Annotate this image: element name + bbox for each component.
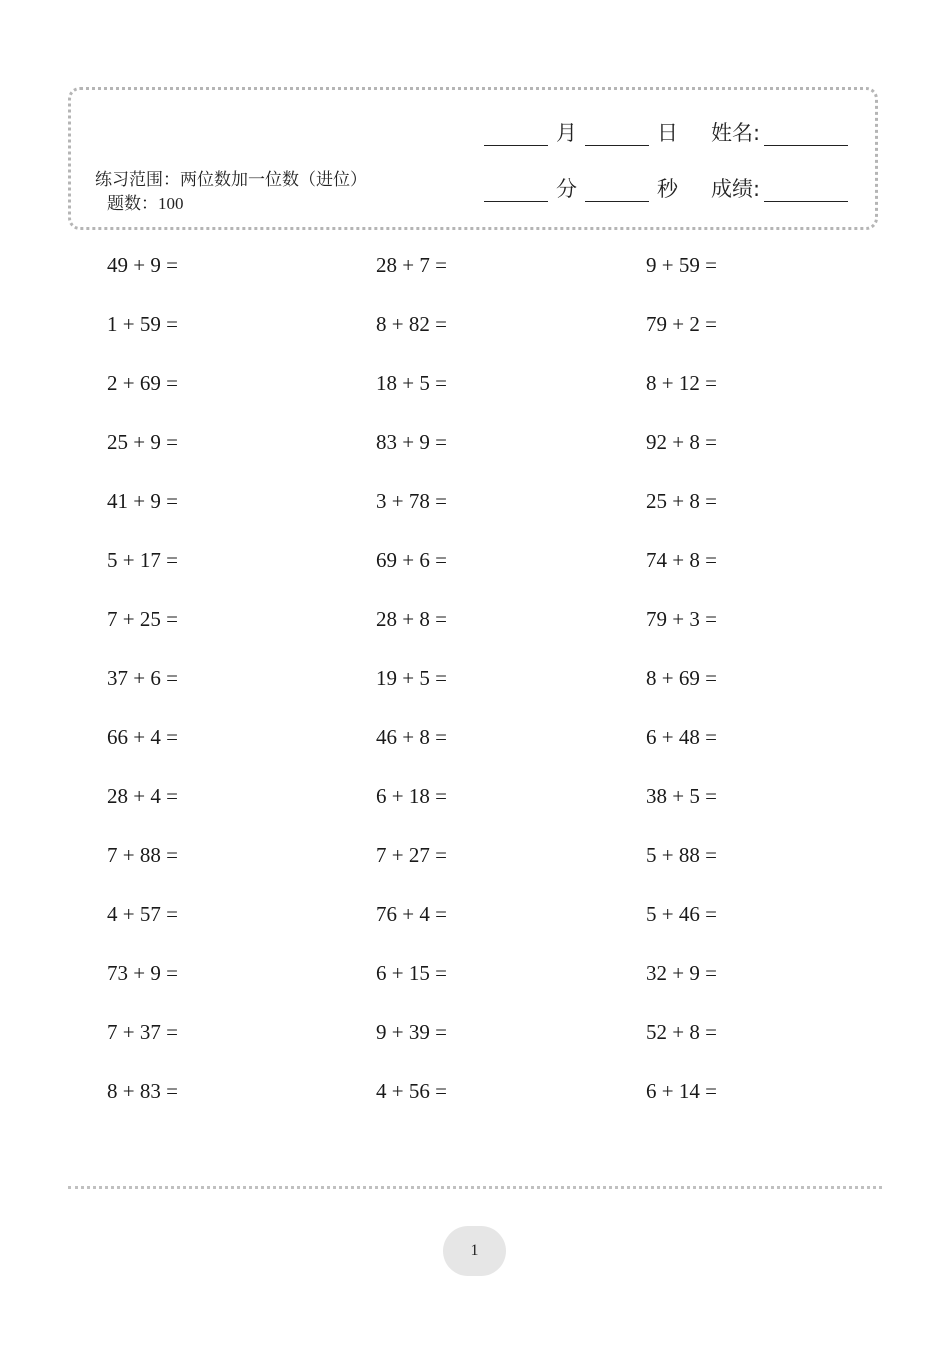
problem-item: 6 + 18 = (376, 784, 447, 808)
problem-item: 4 + 56 = (376, 1079, 447, 1103)
problem-item: 25 + 9 = (107, 430, 178, 454)
problem-item: 8 + 12 = (646, 371, 717, 395)
problem-item: 28 + 7 = (376, 253, 447, 277)
problem-item: 8 + 69 = (646, 666, 717, 690)
name-blank[interactable] (764, 123, 848, 146)
problem-item: 9 + 39 = (376, 1020, 447, 1044)
problem-row (0, 1013, 950, 1072)
problem-row (0, 659, 950, 718)
problem-item: 69 + 6 = (376, 548, 447, 572)
problem-row (0, 954, 950, 1013)
problem-item: 74 + 8 = (646, 548, 717, 572)
problem-item: 18 + 5 = (376, 371, 447, 395)
problem-item: 92 + 8 = (646, 430, 717, 454)
problem-item: 7 + 88 = (107, 843, 178, 867)
problem-grid (0, 246, 950, 1131)
practice-range-info (95, 168, 385, 216)
problem-item: 25 + 8 = (646, 489, 717, 513)
problem-item: 49 + 9 = (107, 253, 178, 277)
problem-row (0, 895, 950, 954)
second-blank[interactable] (585, 179, 649, 202)
problem-row (0, 600, 950, 659)
problem-item: 41 + 9 = (107, 489, 178, 513)
problem-item: 66 + 4 = (107, 725, 178, 749)
problem-item: 79 + 3 = (646, 607, 717, 631)
problem-item: 7 + 25 = (107, 607, 178, 631)
problem-row (0, 836, 950, 895)
minute-blank[interactable] (484, 179, 548, 202)
problem-row (0, 718, 950, 777)
problem-item: 9 + 59 = (646, 253, 717, 277)
page-number-badge (443, 1226, 506, 1276)
practice-range-label: 练习范围：两位数加一位数（进位） (95, 170, 367, 190)
problem-row (0, 364, 950, 423)
problem-item: 38 + 5 = (646, 784, 717, 808)
problem-item: 83 + 9 = (376, 430, 447, 454)
problem-item: 7 + 37 = (107, 1020, 178, 1044)
problem-row (0, 482, 950, 541)
problem-item: 46 + 8 = (376, 725, 447, 749)
problem-count-value: 100 (158, 194, 184, 213)
problem-item: 8 + 83 = (107, 1079, 178, 1103)
minute-label: 分 (556, 177, 577, 201)
problem-item: 28 + 8 = (376, 607, 447, 631)
problem-item: 5 + 88 = (646, 843, 717, 867)
problem-item: 19 + 5 = (376, 666, 447, 690)
problem-item: 5 + 46 = (646, 902, 717, 926)
month-blank[interactable] (484, 123, 548, 146)
problem-row (0, 246, 950, 305)
problem-item: 76 + 4 = (376, 902, 447, 926)
problem-row (0, 541, 950, 600)
problem-item: 6 + 14 = (646, 1079, 717, 1103)
problem-item: 37 + 6 = (107, 666, 178, 690)
time-score-row (484, 172, 848, 202)
problem-item: 6 + 48 = (646, 725, 717, 749)
problem-item: 32 + 9 = (646, 961, 717, 985)
problem-item: 73 + 9 = (107, 961, 178, 985)
problem-item: 52 + 8 = (646, 1020, 717, 1044)
problem-item: 8 + 82 = (376, 312, 447, 336)
problem-count-label: 题数： (107, 194, 158, 214)
problem-row (0, 1072, 950, 1131)
problem-item: 5 + 17 = (107, 548, 178, 572)
date-name-row (484, 116, 848, 146)
name-label: 姓名: (711, 121, 761, 145)
score-blank[interactable] (764, 179, 848, 202)
score-label: 成绩: (711, 177, 761, 201)
problem-item: 4 + 57 = (107, 902, 178, 926)
problem-row (0, 777, 950, 836)
problem-row (0, 305, 950, 364)
problem-item: 79 + 2 = (646, 312, 717, 336)
problem-row (0, 423, 950, 482)
problem-item: 3 + 78 = (376, 489, 447, 513)
day-label: 日 (657, 121, 678, 145)
page-number: 1 (470, 1242, 479, 1259)
second-label: 秒 (657, 177, 678, 201)
month-label: 月 (556, 121, 577, 145)
problem-item: 2 + 69 = (107, 371, 178, 395)
problem-item: 28 + 4 = (107, 784, 178, 808)
problem-item: 6 + 15 = (376, 961, 447, 985)
day-blank[interactable] (585, 123, 649, 146)
footer-divider (68, 1186, 882, 1189)
problem-item: 1 + 59 = (107, 312, 178, 336)
problem-item: 7 + 27 = (376, 843, 447, 867)
